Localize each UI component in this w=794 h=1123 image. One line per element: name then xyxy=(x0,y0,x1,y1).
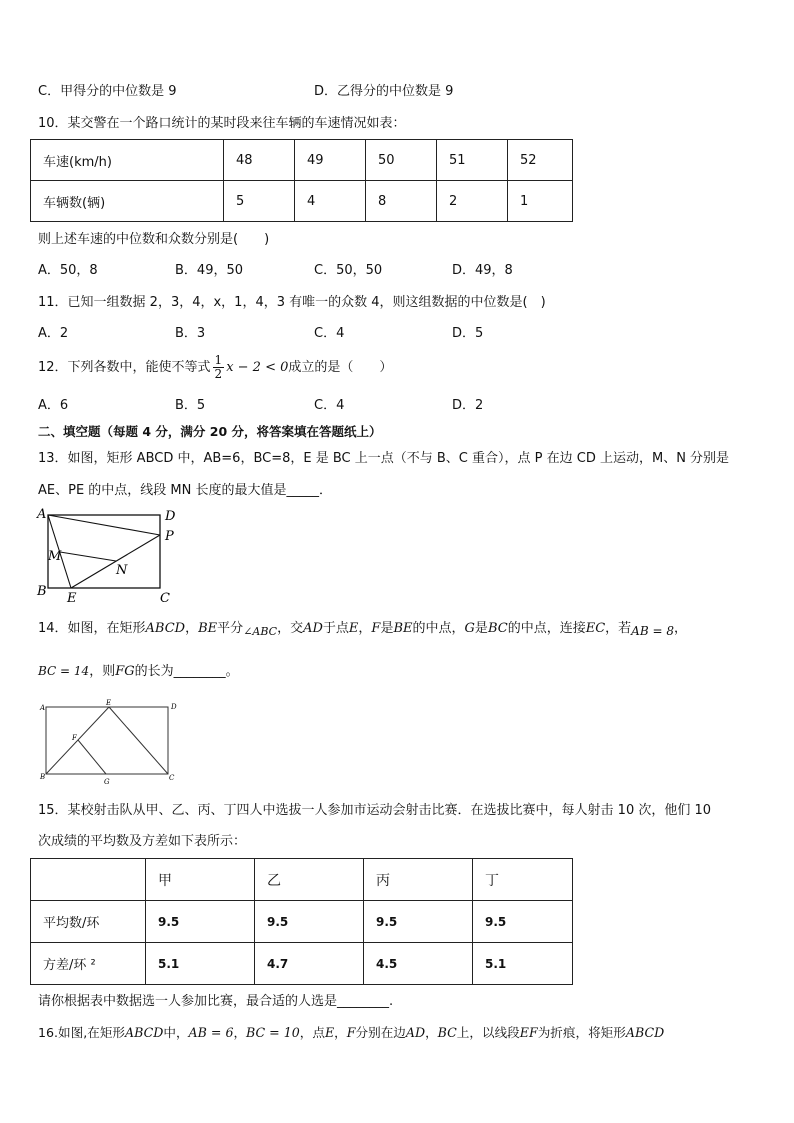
segment-ap xyxy=(48,515,160,535)
q14-text: ， xyxy=(673,621,687,636)
q14-math-fg: FG xyxy=(115,664,135,679)
q10-option-b: B．49，50 xyxy=(175,263,244,278)
label-c: C xyxy=(160,591,170,605)
q14-text: ，若 xyxy=(605,621,632,636)
table-cell: 乙 xyxy=(255,859,364,901)
q14-math-f: F xyxy=(371,621,381,636)
q11-option-b: B．3 xyxy=(175,326,206,341)
label-f: F xyxy=(72,734,77,742)
table-cell: 48 xyxy=(224,140,295,181)
q16-text: ， xyxy=(425,1025,438,1040)
table-cell: 51 xyxy=(437,140,508,181)
label-g: G xyxy=(104,778,110,786)
q14-math-ab8: AB = 8 xyxy=(631,624,674,638)
q14-text: 的中点， xyxy=(412,621,465,636)
q16-math-abcd: ABCD xyxy=(125,1025,164,1040)
table-row xyxy=(31,181,573,222)
q12-option-d: D．2 xyxy=(452,398,484,413)
label-a: A xyxy=(40,704,46,712)
table-cell: 丙 xyxy=(364,859,473,901)
q12-fraction xyxy=(213,354,225,381)
q14-text: ， xyxy=(185,621,199,636)
table-row xyxy=(31,901,573,943)
segment-fg xyxy=(78,740,106,774)
label-e: E xyxy=(67,591,77,605)
label-n: N xyxy=(116,563,128,578)
q14-text: 是 xyxy=(380,621,394,636)
q15-question: 请你根据表中数据选一人参加比赛，最合适的人选是________. xyxy=(38,994,394,1009)
table-cell: 2 xyxy=(437,181,508,222)
section-heading: 二、填空题（每题 4 分，满分 20 分，将答案填在答题纸上） xyxy=(38,424,382,439)
q14-math-g: G xyxy=(464,621,475,636)
q12-option-a: A．6 xyxy=(38,398,69,413)
table-cell: 9.5 xyxy=(473,901,573,943)
table-cell: 5 xyxy=(224,181,295,222)
q14-math-bc: BC xyxy=(487,621,508,636)
q14-text: ， xyxy=(358,621,372,636)
label-d: D xyxy=(165,509,176,524)
q14-math-angle: ∠ABC xyxy=(243,625,278,638)
q12-frac-den: 2 xyxy=(214,367,223,381)
q15-line2: 次成绩的平均数及方差如下表所示： xyxy=(38,834,247,849)
rectangle-abcd xyxy=(48,515,160,588)
q16-math-ad: AD xyxy=(405,1025,426,1040)
q13-line1: 13．如图，矩形 ABCD 中，AB=6，BC=8，E 是 BC 上一点（不与 B、C 重合），点 P 在边 CD 上运动，M、N 分别是 xyxy=(38,451,730,466)
table-cell: 丁 xyxy=(473,859,573,901)
q10-stem: 10．某交警在一个路口统计的某时段来往车辆的车速情况如表： xyxy=(38,116,406,131)
table-cell: 8 xyxy=(366,181,437,222)
segment-be xyxy=(46,707,109,774)
q14-text: 于点 xyxy=(322,621,349,636)
segment-ec xyxy=(109,707,168,774)
table-cell: 4 xyxy=(295,181,366,222)
q11-option-a: A．2 xyxy=(38,326,69,341)
table-cell: 9.5 xyxy=(364,901,473,943)
q13-figure xyxy=(30,503,190,605)
label-p: P xyxy=(165,529,174,544)
q16-text: ，点 xyxy=(299,1025,325,1040)
q16-math-abcd2: ABCD xyxy=(625,1025,665,1040)
segment-ep xyxy=(71,535,160,588)
table-cell: 4.5 xyxy=(364,943,473,985)
q16-text: ， xyxy=(334,1025,347,1040)
q16-math-bc: BC = 10 xyxy=(246,1025,300,1040)
q14-text: 的长为________。 xyxy=(134,664,239,679)
table-row xyxy=(31,140,573,181)
q11-stem: 11．已知一组数据 2，3，4，x，1，4，3 有唯一的众数 4，则这组数据的中位数是( ) xyxy=(38,295,546,310)
q12-option-b: B．5 xyxy=(175,398,206,413)
table-cell: 车辆数(辆) xyxy=(31,181,224,222)
q13-line2: AE、PE 的中点，线段 MN 长度的最大值是_____． xyxy=(38,483,332,498)
q14-text: 是 xyxy=(474,621,488,636)
label-d: D xyxy=(171,703,177,711)
q12-stem xyxy=(38,352,392,384)
q14-text: 平分 xyxy=(217,621,244,636)
table-row xyxy=(31,943,573,985)
q14-text: ，则 xyxy=(89,664,116,679)
table-cell: 方差/环 ² xyxy=(31,943,146,985)
table-cell: 平均数/环 xyxy=(31,901,146,943)
label-m: M xyxy=(48,549,62,564)
q14-text: ，交 xyxy=(277,621,304,636)
q16-text: 为折痕，将矩形 xyxy=(537,1025,626,1040)
label-e: E xyxy=(106,699,112,707)
label-b: B xyxy=(40,773,46,781)
table-cell: 52 xyxy=(508,140,573,181)
q14-math-be2: BE xyxy=(393,621,413,636)
q16-text: 中， xyxy=(163,1025,189,1040)
q14-math-ad: AD xyxy=(303,621,323,636)
q14-text: 14．如图，在矩形 xyxy=(38,621,146,636)
q14-text: 的中点，连接 xyxy=(507,621,586,636)
table-cell: 9.5 xyxy=(146,901,255,943)
q12-frac-num: 1 xyxy=(214,353,223,367)
q12-stem-post: 成立的是（ ） xyxy=(288,360,393,375)
q10-option-d: D．49，8 xyxy=(452,263,513,278)
table-cell: 9.5 xyxy=(255,901,364,943)
table-cell: 5.1 xyxy=(146,943,255,985)
table-cell xyxy=(31,859,146,901)
q10-table xyxy=(30,139,573,222)
label-a: A xyxy=(37,507,47,522)
segment-mn xyxy=(60,552,116,561)
table-cell: 50 xyxy=(366,140,437,181)
q14-math-bc14: BC = 14 xyxy=(38,664,90,678)
q14-line2 xyxy=(38,663,239,680)
q10-option-c: C．50，50 xyxy=(314,263,383,278)
table-row xyxy=(31,859,573,901)
q14-figure xyxy=(36,698,184,786)
table-cell: 4.7 xyxy=(255,943,364,985)
q12-option-c: C．4 xyxy=(314,398,345,413)
q16-math-e: E xyxy=(324,1025,335,1040)
q14-math-abcd: ABCD xyxy=(145,621,186,636)
table-cell: 1 xyxy=(508,181,573,222)
q10-option-a: A．50，8 xyxy=(38,263,98,278)
table-cell: 车速(km/h) xyxy=(31,140,224,181)
q11-option-c: C．4 xyxy=(314,326,345,341)
table-cell: 5.1 xyxy=(473,943,573,985)
q10-question: 则上述车速的中位数和众数分别是( ) xyxy=(38,232,270,247)
q16-text: ， xyxy=(233,1025,247,1040)
q15-line1: 15．某校射击队从甲、乙、丙、丁四人中选拔一人参加市运动会射击比赛．在选拔比赛中，每人射击 10 次，他们 10 xyxy=(38,803,712,818)
q16-text: 分别在边 xyxy=(355,1025,406,1040)
q9-option-c: C．甲得分的中位数是 9 xyxy=(38,84,177,99)
q16-math-f: F xyxy=(346,1025,356,1040)
q12-expr: x − 2 < 0 xyxy=(226,360,289,375)
label-c: C xyxy=(169,774,175,782)
table-cell: 49 xyxy=(295,140,366,181)
q9-option-d: D．乙得分的中位数是 9 xyxy=(314,84,454,99)
q14-math-be: BE xyxy=(198,621,218,636)
q16-line1 xyxy=(38,1025,664,1041)
q14-math-ec: EC xyxy=(585,621,606,636)
q11-option-d: D．5 xyxy=(452,326,484,341)
q14-math-e: E xyxy=(348,621,359,636)
q16-text: 上，以线段 xyxy=(456,1025,520,1040)
q15-table xyxy=(30,858,573,985)
q16-text: 16.如图,在矩形 xyxy=(38,1025,126,1040)
label-b: B xyxy=(37,584,47,599)
q12-stem-pre: 12．下列各数中，能使不等式 xyxy=(38,360,211,375)
q16-math-ef: EF xyxy=(519,1025,538,1040)
table-cell: 甲 xyxy=(146,859,255,901)
q16-math-ab: AB = 6 xyxy=(188,1025,234,1040)
q16-math-bc2: BC xyxy=(437,1025,457,1040)
rectangle-abcd xyxy=(46,707,168,774)
q14-line1 xyxy=(38,620,687,637)
